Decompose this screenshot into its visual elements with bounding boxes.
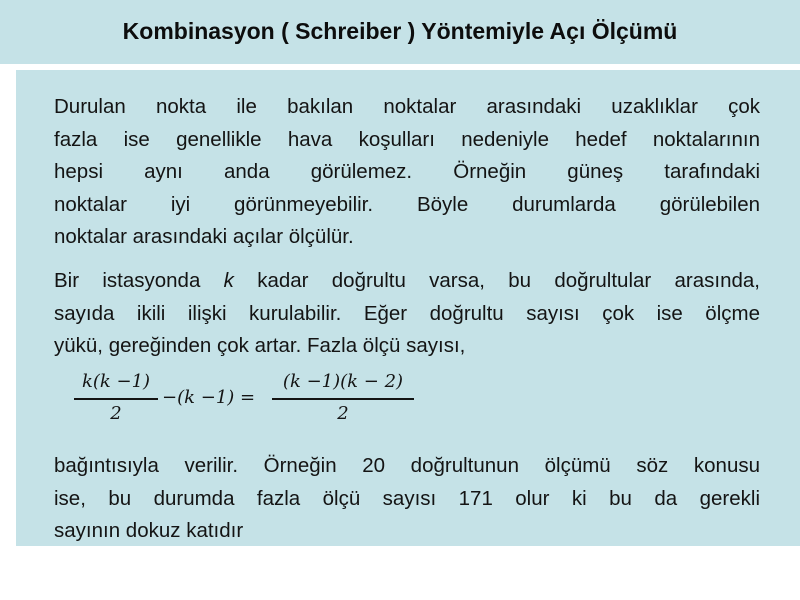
text-line: fazla ise genellikle hava koşulları nedeniyle hedef noktalarının [54, 127, 760, 151]
paragraph-direction-count [54, 265, 760, 363]
fraction-left [74, 370, 158, 426]
fraction-bar [272, 398, 414, 400]
text-line: sayının dokuz katıdır [54, 519, 244, 542]
variable-k: k [223, 269, 234, 292]
fraction-numerator: (k −1)(k − 2) [282, 371, 404, 392]
text-line: sayıda ikili ilişki kurulabilir. Eğer doğrultu sayısı çok ise ölçme [54, 301, 760, 325]
text-line: ise, bu durumda fazla ölçü sayısı 171 olur ki bu da gerekli [54, 486, 760, 510]
formula-redundant-measurements [74, 370, 434, 450]
text-line: hepsi aynı anda görülemez. Örneğin güneş tarafındaki [54, 160, 760, 183]
fraction-denominator: 2 [337, 402, 349, 424]
text-line [54, 265, 760, 298]
text-line: noktalar arasındaki açılar ölçülür. [54, 225, 354, 248]
fraction-denominator: 2 [110, 402, 122, 424]
text-line: yükü, gereğinden çok artar. Fazla ölçü sayısı, [54, 334, 466, 357]
text-line: Durulan nokta ile bakılan noktalar arasındaki uzaklıklar çok [54, 95, 760, 118]
formula-middle-term: −(k −1) = [162, 387, 256, 408]
text-line: bağıntısıyla verilir. Örneğin 20 doğrultunun ölçümü söz konusu [54, 454, 760, 477]
fraction-right [272, 370, 414, 426]
text-fragment: Bir istasyonda [54, 269, 224, 292]
page-title: Kombinasyon ( Schreiber ) Yöntemiyle Açı Ölçümü [122, 18, 678, 44]
fraction-numerator: k(k −1) [81, 371, 151, 392]
paragraph-distant-points [54, 91, 760, 254]
text-line: noktalar iyi görünmeyebilir. Böyle durumlarda görülebilen [54, 192, 760, 216]
text-fragment: kadar doğrultu varsa, bu doğrultular arasında, [233, 269, 760, 292]
paragraph-example [54, 450, 760, 548]
fraction-bar [74, 398, 158, 400]
content-panel [16, 70, 800, 546]
